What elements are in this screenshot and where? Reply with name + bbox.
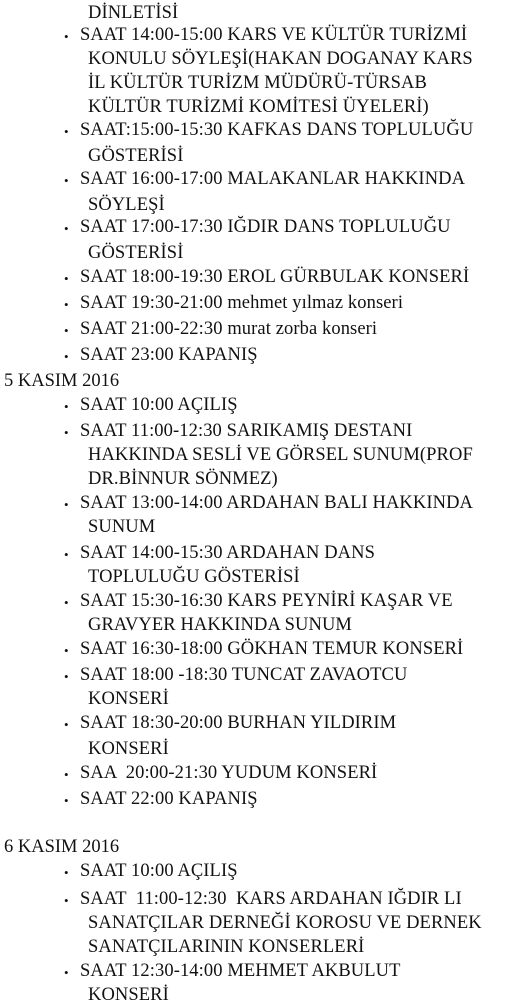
list-item-line: SAAT 16:30-18:00 GÖKHAN TEMUR KONSERİ [80,639,464,659]
list-item-line: SAAT 11:00-12:30 KARS ARDAHAN IĞDIR LI [80,889,462,909]
list-item-line: KONSERİ [88,739,169,759]
list-item-line: DİNLETİSİ [88,3,179,23]
list-item-line: SANATÇILAR DERNEĞİ KOROSU VE DERNEK [88,913,482,933]
list-item-line: SAAT 17:00-17:30 IĞDIR DANS TOPLULUĞU [80,217,451,237]
list-item-line: SAAT 18:00-19:30 EROL GÜRBULAK KONSERİ [80,267,470,287]
bullet-icon: • [64,425,69,440]
list-item-line: SAAT 18:30-20:00 BURHAN YILDIRIM [80,713,397,733]
bullet-icon: • [64,865,69,880]
bullet-icon: • [64,643,69,658]
list-item-line: SAAT 18:00 -18:30 TUNCAT ZAVAOTCU [80,665,408,685]
day-heading: 6 KASIM 2016 [4,837,120,857]
list-item-line: GRAVYER HAKKINDA SUNUM [88,615,352,635]
bullet-icon: • [64,595,69,610]
list-item-line: SAAT 21:00-22:30 murat zorba konseri [80,319,378,339]
bullet-icon: • [64,297,69,312]
bullet-icon: • [64,349,69,364]
list-item-line: SAA 20:00-21:30 YUDUM KONSERİ [80,763,378,783]
list-item-line: SUNUM [88,517,156,537]
list-item-line: GÖSTERİSİ [88,146,184,166]
list-item-line: GÖSTERİSİ [88,243,184,263]
list-item-line: SAAT 22:00 KAPANIŞ [80,789,258,809]
bullet-icon: • [64,399,69,414]
bullet-icon: • [64,271,69,286]
list-item-line: SAAT 15:30-16:30 KARS PEYNİRİ KAŞAR VE [80,591,453,611]
bullet-icon: • [64,793,69,808]
list-item-line: KONULU SÖYLEŞİ(HAKAN DOGANAY KARS [88,49,473,69]
list-item-line: KONSERİ [88,689,169,709]
list-item-line: KONSERİ [88,985,169,1005]
list-item-line: SAAT 13:00-14:00 ARDAHAN BALI HAKKINDA [80,493,473,513]
list-item-line: SAAT:15:00-15:30 KAFKAS DANS TOPLULUĞU [80,120,474,140]
bullet-icon: • [64,767,69,782]
day-heading: 5 KASIM 2016 [4,371,120,391]
bullet-icon: • [64,893,69,908]
list-item-line: SAAT 10:00 AÇILIŞ [80,395,238,415]
list-item-line: DR.BİNNUR SÖNMEZ) [88,469,278,489]
list-item-line: SAAT 11:00-12:30 SARIKAMIŞ DESTANI [80,421,413,441]
list-item-line: SANATÇILARININ KONSERLERİ [88,937,365,957]
bullet-icon: • [64,669,69,684]
list-item-line: SÖYLEŞİ [88,195,165,215]
list-item-line: TOPLULUĞU GÖSTERİSİ [88,567,300,587]
bullet-icon: • [64,173,69,188]
bullet-icon: • [64,29,69,44]
list-item-line: HAKKINDA SESLİ VE GÖRSEL SUNUM(PROF [88,445,473,465]
bullet-icon: • [64,547,69,562]
bullet-icon: • [64,965,69,980]
list-item-line: KÜLTÜR TURİZMİ KOMİTESİ ÜYELERİ) [88,97,429,117]
bullet-icon: • [64,497,69,512]
list-item-line: SAAT 12:30-14:00 MEHMET AKBULUT [80,961,401,981]
bullet-icon: • [64,124,69,139]
list-item-line: SAAT 16:00-17:00 MALAKANLAR HAKKINDA [80,169,466,189]
bullet-icon: • [64,323,69,338]
list-item-line: SAAT 14:00-15:00 KARS VE KÜLTÜR TURİZMİ [80,25,468,45]
list-item-line: İL KÜLTÜR TURİZM MÜDÜRÜ-TÜRSAB [88,73,427,93]
bullet-icon: • [64,717,69,732]
list-item-line: SAAT 10:00 AÇILIŞ [80,861,238,881]
bullet-icon: • [64,221,69,236]
list-item-line: SAAT 14:00-15:30 ARDAHAN DANS [80,543,375,563]
list-item-line: SAAT 19:30-21:00 mehmet yılmaz konseri [80,293,404,313]
list-item-line: SAAT 23:00 KAPANIŞ [80,345,258,365]
